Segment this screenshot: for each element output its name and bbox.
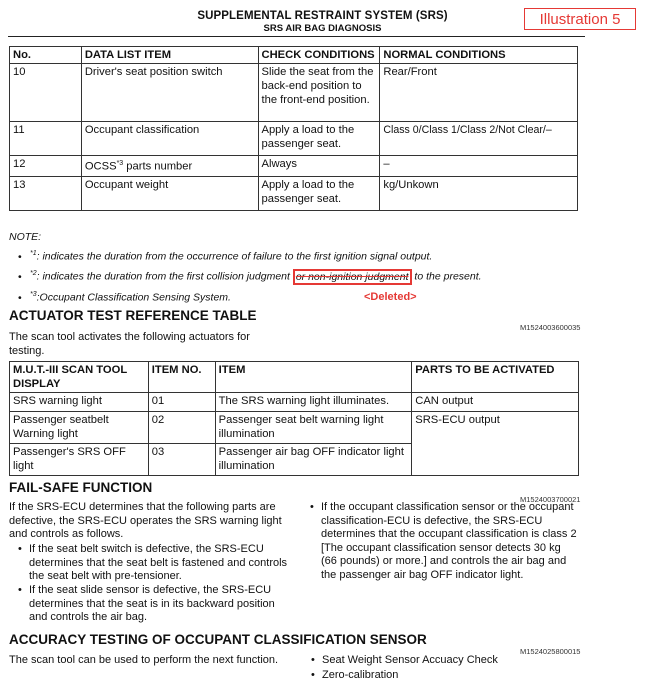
cell-normal: Class 0/Class 1/Class 2/Not Clear/– <box>380 122 578 156</box>
accuracy-intro: The scan tool can be used to perform the next function. <box>9 654 279 666</box>
footnote-mark: *3 <box>30 291 37 298</box>
cell-no: 12 <box>10 156 82 177</box>
table-row <box>10 156 578 177</box>
table-row <box>10 412 579 444</box>
table-row <box>10 122 578 156</box>
deleted-text: or non-ignition judgment <box>293 269 412 285</box>
illustration-label: Illustration 5 <box>524 8 636 30</box>
column-header: NORMAL CONDITIONS <box>380 47 578 64</box>
footnote-mark: *2 <box>30 270 37 277</box>
accuracy-bullet: • Zero-calibration <box>311 669 399 681</box>
cell-item: Passenger seat belt warning light illumination <box>215 412 412 444</box>
note-item: • $^{*3}$:Occupant Classification Sensing System. <box>18 291 231 304</box>
cell-display: SRS warning light <box>10 393 149 412</box>
cell-no: 01 <box>148 393 215 412</box>
cell-item: Occupant weight <box>81 177 258 211</box>
cell-item: The SRS warning light illuminates. <box>215 393 412 412</box>
column-header: No. <box>10 47 82 64</box>
cell-parts: SRS-ECU output <box>412 412 579 476</box>
cell-item <box>81 156 258 177</box>
cell-check: Always <box>258 156 380 177</box>
column-header: M.U.T.-III SCAN TOOL DISPLAY <box>10 362 149 393</box>
column-header: ITEM NO. <box>148 362 215 393</box>
cell-no: 03 <box>148 444 215 476</box>
accuracy-bullet-text: Zero-calibration <box>322 669 399 681</box>
cell-no: 10 <box>10 64 82 122</box>
actuator-intro: The scan tool activates the following actuators for testing. <box>9 331 250 357</box>
header-divider <box>8 36 585 37</box>
actuator-table <box>9 361 579 476</box>
failsafe-intro: If the SRS-ECU determines that the following parts are defective, the SRS-ECU operates the SRS warning light and controls as follows. <box>9 501 282 540</box>
table-header-row <box>10 362 579 393</box>
accuracy-bullet-text: Seat Weight Sensor Accuacy Check <box>322 654 498 666</box>
note-text: :Occupant Classification Sensing System. <box>36 291 231 304</box>
failsafe-bullet-text: If the occupant classification sensor or the occupant classification-ECU is defective, the SRS-ECU determines that the occupant classification is class 2 [The occupant classification sensor detects 30 kg (66 pounds) or more.] and controls the air bag and the passenger air bag OFF indicator light. <box>321 501 577 581</box>
note-text: : indicates the duration from the occurrence of failure to the first ignition signal output. <box>36 250 433 263</box>
doc-code: M1524003600035 <box>520 323 581 332</box>
cell-check: Slide the seat from the back-end position to the front-end position. <box>258 64 380 122</box>
failsafe-bullet-text: If the seat belt switch is defective, the SRS-ECU determines that the seat belt is fastened and controls the seat belt with pre-tensioner. <box>29 543 288 582</box>
table-row <box>10 393 579 412</box>
footnote-mark: *3 <box>116 160 124 167</box>
note-item: • $^{*1}$: indicates the duration from the occurrence of failure to the first ignition signal output. <box>18 250 433 263</box>
section-subtitle: SRS AIR BAG DIAGNOSIS <box>263 23 382 34</box>
note-text-after: to the present. <box>411 270 482 283</box>
cell-normal: – <box>380 156 578 177</box>
note-label: NOTE: <box>9 231 42 243</box>
note-text: : indicates the duration from the first collision judgment <box>36 270 293 283</box>
actuator-heading: ACTUATOR TEST REFERENCE TABLE <box>9 308 257 323</box>
data-list-table <box>9 46 578 211</box>
doc-code: M1524003700021 <box>520 495 581 504</box>
cell-no: 02 <box>148 412 215 444</box>
accuracy-heading: ACCURACY TESTING OF OCCUPANT CLASSIFICATION SENSOR <box>9 632 427 647</box>
doc-code: M1524025800015 <box>520 647 581 656</box>
cell-no: 11 <box>10 122 82 156</box>
cell-no: 13 <box>10 177 82 211</box>
table-row <box>10 177 578 211</box>
cell-item: Driver's seat position switch <box>81 64 258 122</box>
cell-display: Passenger seatbelt Warning light <box>10 412 149 444</box>
note-item: • $^{*2}$: indicates the duration from the first collision judgment or non-ignition judgment to the present. <box>18 270 482 283</box>
column-header: ITEM <box>215 362 412 393</box>
column-header: DATA LIST ITEM <box>81 47 258 64</box>
failsafe-bullet: • If the seat belt switch is defective, the SRS-ECU determines that the seat belt is fastened and controls the seat belt with pre-tensioner. <box>18 543 288 582</box>
failsafe-bullet: • If the occupant classification sensor or the occupant classification-ECU is defective, the SRS-ECU determines that the occupant classification is class 2 [The occupant classification sensor detects 30 kg (66 pounds) or more.] and controls the air bag and the passenger air bag OFF indicator light. <box>310 501 577 581</box>
table-header-row <box>10 47 578 64</box>
cell-check: Apply a load to the passenger seat. <box>258 122 380 156</box>
cell-parts: CAN output <box>412 393 579 412</box>
column-header: CHECK CONDITIONS <box>258 47 380 64</box>
cell-normal: kg/Unkown <box>380 177 578 211</box>
accuracy-bullet: • Seat Weight Sensor Accuacy Check <box>311 654 498 666</box>
cell-item: Passenger air bag OFF indicator light illumination <box>215 444 412 476</box>
cell-item-text: OCSS <box>84 160 117 173</box>
cell-item-suffix: parts number <box>123 160 193 173</box>
column-header: PARTS TO BE ACTIVATED <box>412 362 579 393</box>
failsafe-heading: FAIL-SAFE FUNCTION <box>9 480 153 495</box>
deleted-annotation: <Deleted> <box>364 291 417 303</box>
footnote-mark: *1 <box>30 250 37 257</box>
cell-display: Passenger's SRS OFF light <box>10 444 149 476</box>
failsafe-bullet-text: If the seat slide sensor is defective, the SRS-ECU determines that the seat is in its backward position and controls the air bag. <box>29 584 275 623</box>
failsafe-bullet: • If the seat slide sensor is defective, the SRS-ECU determines that the seat is in its backward position and controls the air bag. <box>18 584 275 623</box>
table-row <box>10 64 578 122</box>
cell-normal: Rear/Front <box>380 64 578 122</box>
cell-item: Occupant classification <box>81 122 258 156</box>
cell-check: Apply a load to the passenger seat. <box>258 177 380 211</box>
section-title: SUPPLEMENTAL RESTRAINT SYSTEM (SRS) <box>197 10 448 22</box>
